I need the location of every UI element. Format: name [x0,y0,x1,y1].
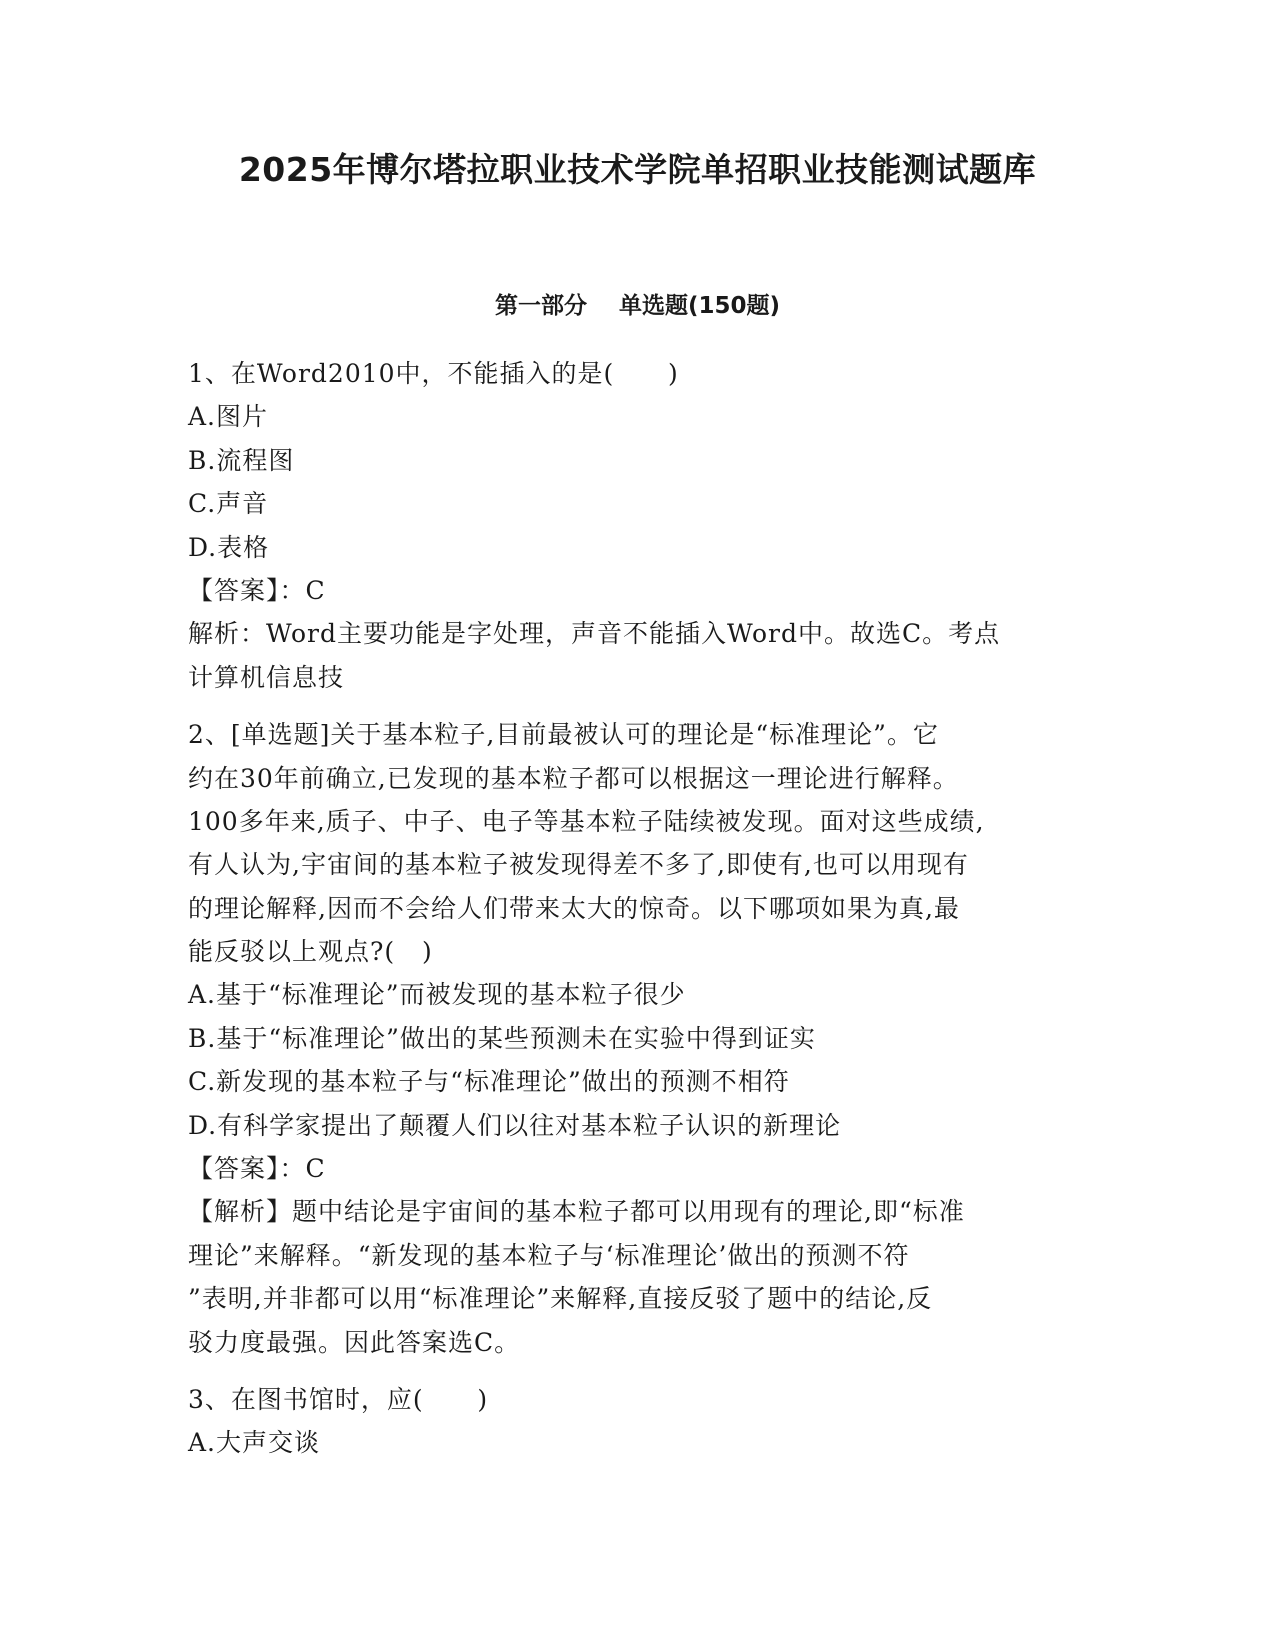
question-spacer [188,1364,1088,1378]
section-title: 第一部分 单选题(150题) [494,293,781,319]
answer-option: A.基于“标准理论”而被发现的基本粒子很少 [188,980,686,1010]
question-list [188,352,1088,1465]
answer-option: B.流程图 [188,445,295,475]
analysis-line: 计算机信息技 [188,662,345,692]
answer-option: A.图片 [188,402,269,432]
analysis-line: 解析：Word主要功能是字处理，声音不能插入Word中。故选C。考点 [188,619,1001,649]
question-stem-line: 2、[单选题]关于基本粒子,目前最被认可的理论是“标准理论”。它 [188,720,939,750]
question-block [188,1378,1088,1465]
analysis-line: ”表明,并非都可以用“标准理论”来解释,直接反驳了题中的结论,反 [188,1284,933,1314]
answer-key: 【答案】：C [188,575,326,605]
answer-option: A.大声交谈 [188,1428,321,1458]
analysis-line: 理论”来解释。“新发现的基本粒子与‘标准理论’做出的预测不符 [188,1240,910,1270]
question-block [188,352,1088,699]
answer-option: B.基于“标准理论”做出的某些预测未在实验中得到证实 [188,1023,816,1053]
question-stem-line: 1、在Word2010中，不能插入的是( ) [188,359,679,388]
answer-option: C.声音 [188,489,269,519]
question-stem-line: 约在30年前确立,已发现的基本粒子都可以根据这一理论进行解释。 [188,763,959,793]
question-stem-line: 有人认为,宇宙间的基本粒子被发现得差不多了,即使有,也可以用现有 [188,850,969,880]
question-block [188,713,1088,1364]
document-title: 2025年博尔塔拉职业技术学院单招职业技能测试题库 [238,150,1037,189]
analysis-line: 【解析】题中结论是宇宙间的基本粒子都可以用现有的理论,即“标准 [188,1197,965,1227]
question-stem-line: 能反驳以上观点?( ) [188,937,433,967]
answer-option: D.有科学家提出了颠覆人们以往对基本粒子认识的新理论 [188,1110,842,1140]
question-spacer [188,699,1088,713]
question-stem-line: 的理论解释,因而不会给人们带来太大的惊奇。以下哪项如果为真,最 [188,893,960,923]
analysis-line: 驳力度最强。因此答案选C。 [188,1327,521,1357]
answer-option: D.表格 [188,532,270,562]
answer-key: 【答案】：C [188,1154,326,1184]
question-stem-line: 100多年来,质子、中子、电子等基本粒子陆续被发现。面对这些成绩, [188,806,985,836]
answer-option: C.新发现的基本粒子与“标准理论”做出的预测不相符 [188,1067,790,1097]
question-stem-line: 3、在图书馆时，应( ) [188,1384,489,1414]
